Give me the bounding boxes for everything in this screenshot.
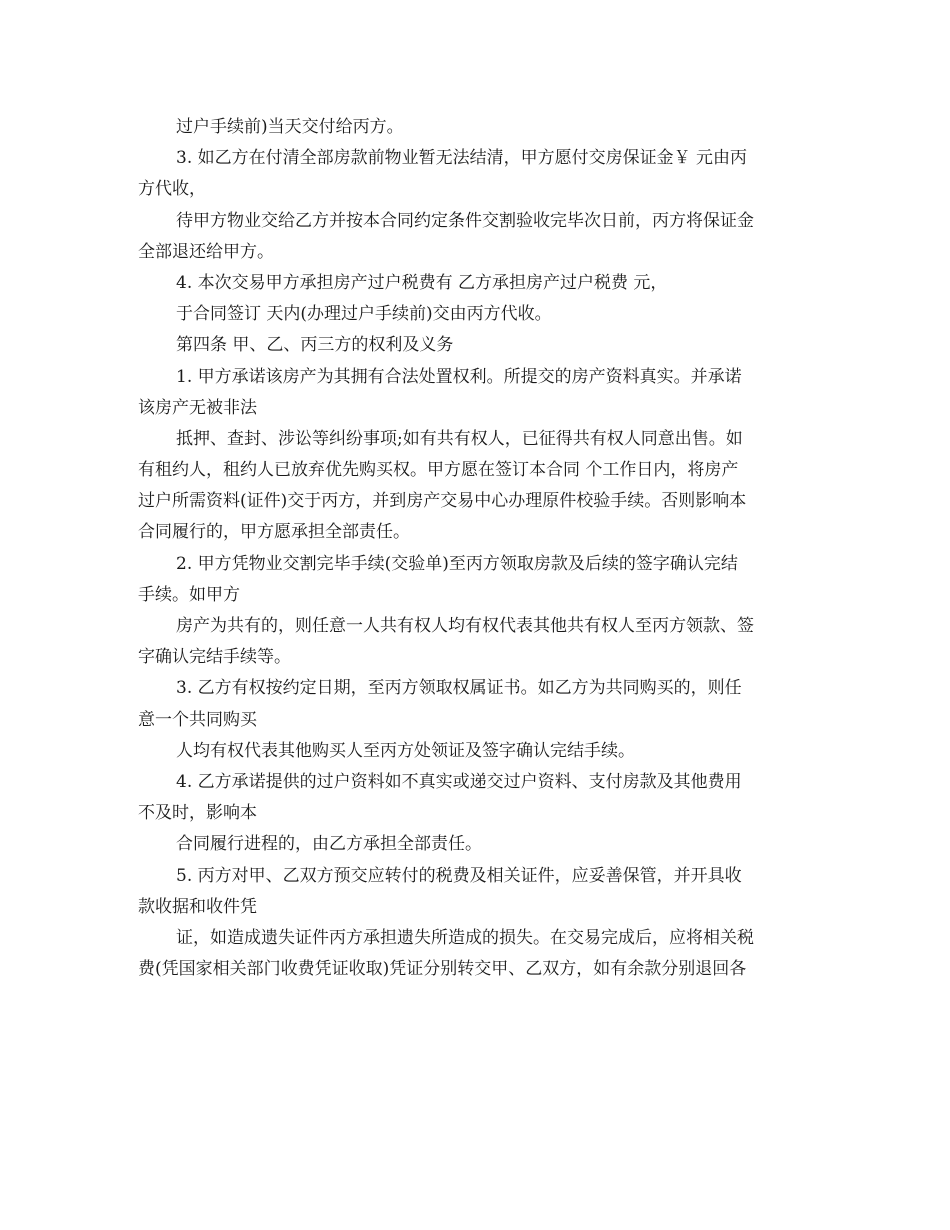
paragraph-line: 人均有权代表其他购买人至丙方处领证及签字确认完结手续。 bbox=[176, 740, 635, 761]
section-heading: 第四条 甲、乙、丙三方的权利及义务 bbox=[176, 335, 454, 356]
paragraph-line: 5. 丙方对甲、乙双方预交应转付的税费及相关证件，应妥善保管，并开具收 bbox=[176, 865, 742, 886]
paragraph-line: 过户手续前)当天交付给丙方。 bbox=[176, 117, 404, 137]
paragraph-line: 有租约人，租约人已放弃优先购买权。甲方愿在签订本合同 个工作日内，将房产 bbox=[138, 460, 739, 481]
paragraph-line: 证，如造成遗失证件丙方承担遗失所造成的损失。在交易完成后，应将相关税 bbox=[176, 927, 754, 948]
paragraph-line: 待甲方物业交给乙方并按本合同约定条件交割验收完毕次日前，丙方将保证金 bbox=[176, 210, 754, 231]
paragraph-line: 过户所需资料(证件)交于丙方，并到房产交易中心办理原件校验手续。否则影响本 bbox=[138, 491, 747, 512]
paragraph-line: 3. 如乙方在付清全部房款前物业暂无法结清，甲方愿付交房保证金￥ 元由丙 bbox=[176, 148, 748, 169]
paragraph-line: 全部退还给甲方。 bbox=[138, 241, 274, 262]
paragraph-line: 于合同签订 天内(办理过户手续前)交由丙方代收。 bbox=[176, 304, 552, 325]
paragraph-line: 4. 本次交易甲方承担房产过户税费有 乙方承担房产过户税费 元， bbox=[176, 272, 668, 293]
paragraph-line: 2. 甲方凭物业交割完毕手续(交验单)至丙方领取房款及后续的签字确认完结 bbox=[176, 553, 738, 574]
paragraph-line: 合同履行进程的，由乙方承担全部责任。 bbox=[176, 834, 482, 855]
paragraph-line: 费(凭国家相关部门收费凭证收取)凭证分别转交甲、乙双方，如有余款分别退回各 bbox=[138, 959, 747, 980]
paragraph-line: 该房产无被非法 bbox=[138, 397, 257, 418]
paragraph-line: 方代收， bbox=[138, 179, 206, 200]
paragraph-line: 手续。如甲方 bbox=[138, 584, 240, 605]
paragraph-line: 不及时，影响本 bbox=[138, 803, 257, 824]
paragraph-line: 1. 甲方承诺该房产为其拥有合法处置权利。所提交的房产资料真实。并承诺 bbox=[176, 366, 742, 387]
paragraph-line: 抵押、查封、涉讼等纠纷事项;如有共有权人，已征得共有权人同意出售。如 bbox=[176, 428, 743, 449]
paragraph-line: 3. 乙方有权按约定日期，至丙方领取权属证书。如乙方为共同购买的，则任 bbox=[176, 678, 742, 699]
paragraph-line: 款收据和收件凭 bbox=[138, 896, 257, 917]
paragraph-line: 合同履行的，甲方愿承担全部责任。 bbox=[138, 522, 410, 543]
paragraph-line: 4. 乙方承诺提供的过户资料如不真实或递交过户资料、支付房款及其他费用 bbox=[176, 771, 742, 792]
document-page bbox=[138, 112, 814, 985]
paragraph-line: 意一个共同购买 bbox=[138, 709, 257, 730]
paragraph-line: 字确认完结手续等。 bbox=[138, 647, 291, 668]
paragraph-line: 房产为共有的，则任意一人共有权人均有权代表其他共有权人至丙方领款、签 bbox=[176, 616, 754, 636]
